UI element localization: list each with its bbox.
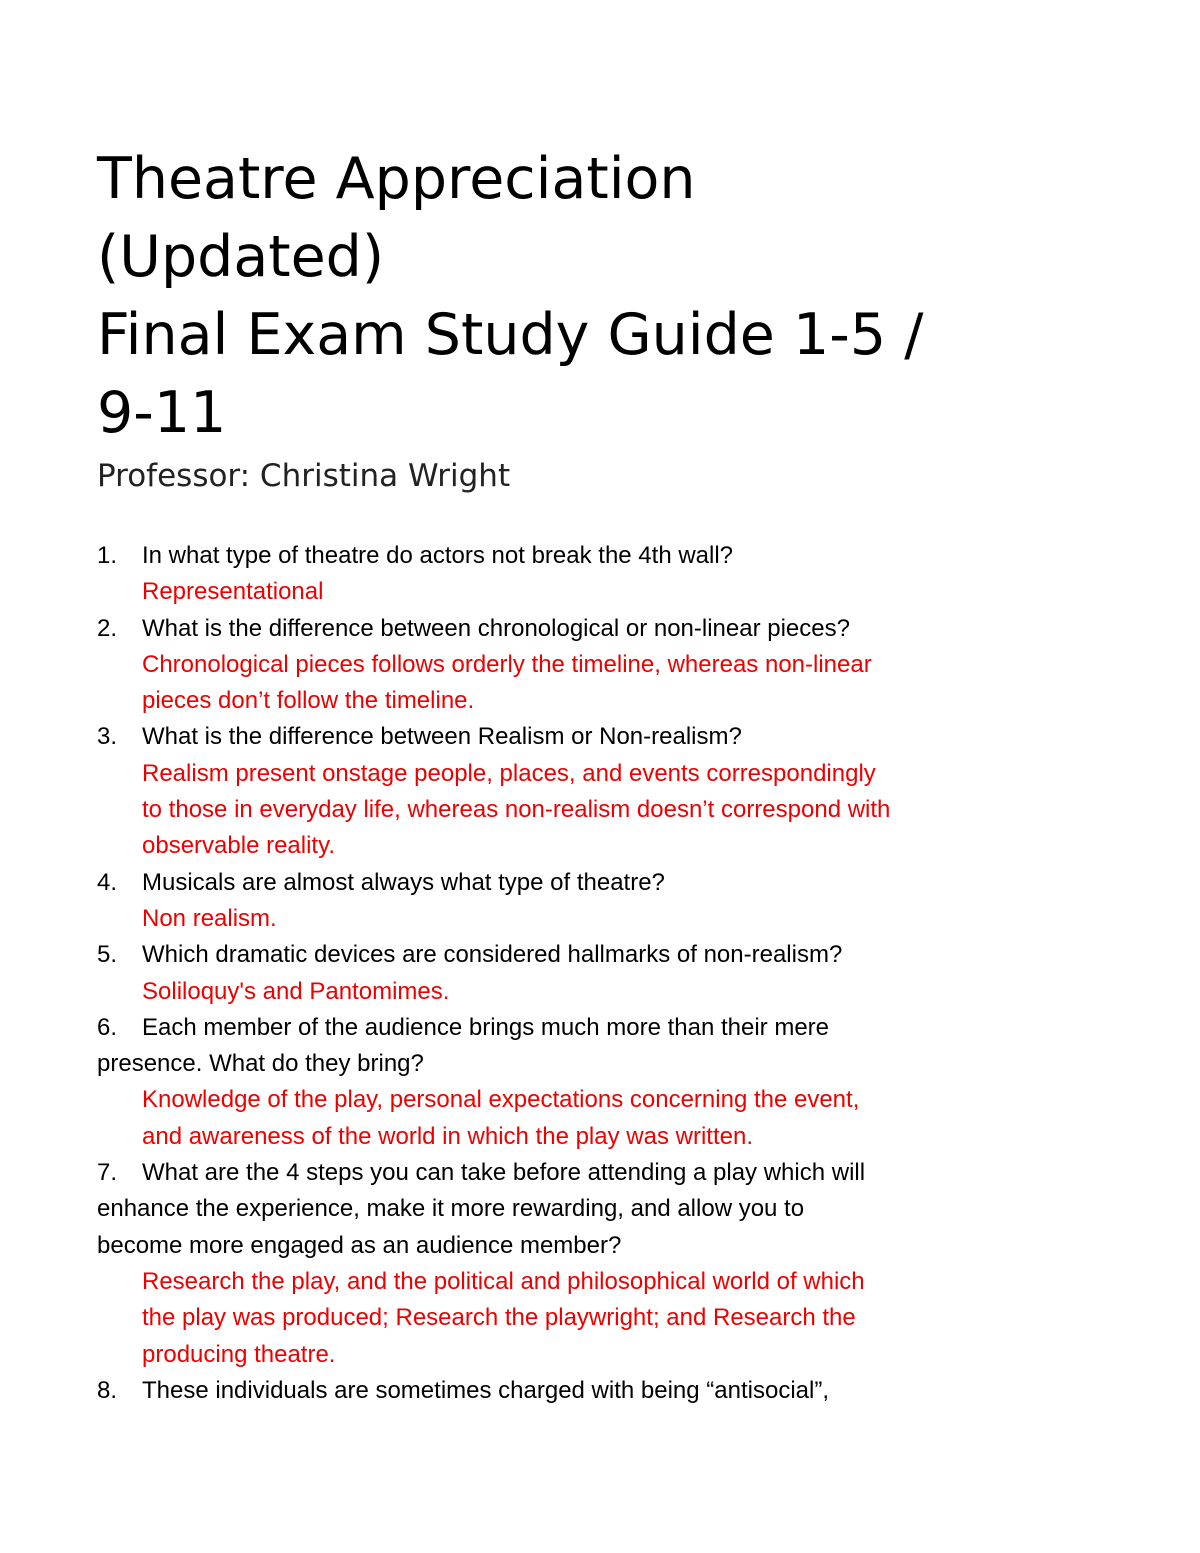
list-item	[0, 1155, 1200, 1191]
answer-text: the play was produced; Research the playwright; and Research the	[142, 1304, 856, 1332]
item-number: 5.	[97, 941, 118, 969]
question-continuation	[0, 1228, 1200, 1264]
answer-line	[0, 974, 1200, 1010]
answer-text: Realism present onstage people, places, and events correspondingly	[142, 759, 876, 787]
answer-text: Representational	[142, 578, 324, 606]
answer-line	[0, 647, 1200, 683]
item-number: 6.	[97, 1013, 118, 1041]
list-item	[0, 719, 1200, 755]
question-list	[0, 538, 1200, 1409]
question-continuation	[0, 1046, 1200, 1082]
item-number: 1.	[97, 542, 118, 569]
question-text: What are the 4 steps you can take before attending a play which will	[142, 1159, 866, 1187]
answer-text: Knowledge of the play, personal expectations concerning the event,	[142, 1086, 860, 1114]
answer-line	[0, 828, 1200, 864]
answer-text: Chronological pieces follows orderly the timeline, whereas non-linear	[142, 650, 872, 678]
list-item	[0, 865, 1200, 901]
answer-line	[0, 1119, 1200, 1155]
answer-text: to those in everyday life, whereas non-realism doesn’t correspond with	[142, 796, 891, 824]
question-text: Musicals are almost always what type of theatre?	[142, 868, 665, 896]
item-number: 2.	[97, 614, 118, 642]
answer-text: observable reality.	[142, 832, 335, 860]
item-number: 7.	[97, 1159, 118, 1187]
list-item	[0, 1373, 1200, 1409]
answer-text: Research the play, and the political and philosophical world of which	[142, 1267, 865, 1295]
answer-line	[0, 756, 1200, 792]
item-number: 8.	[97, 1376, 118, 1404]
answer-text: producing theatre.	[142, 1340, 336, 1368]
question-text: In what type of theatre do actors not break the 4th wall?	[142, 542, 734, 569]
list-item	[0, 538, 1200, 574]
answer-text: and awareness of the world in which the play was written.	[142, 1122, 753, 1150]
list-item	[0, 611, 1200, 647]
answer-line	[0, 1082, 1200, 1118]
item-number: 3.	[97, 723, 118, 751]
question-text: presence. What do they bring?	[97, 1050, 424, 1078]
answer-line	[0, 1300, 1200, 1336]
answer-line	[0, 1337, 1200, 1373]
question-text: What is the difference between Realism or Non-realism?	[142, 723, 742, 751]
title-line: 9-11	[97, 380, 227, 446]
question-text: Which dramatic devices are considered hallmarks of non-realism?	[142, 941, 843, 969]
question-continuation	[0, 1191, 1200, 1227]
question-text: enhance the experience, make it more rewarding, and allow you to	[97, 1195, 805, 1223]
title-line: Theatre Appreciation	[97, 146, 696, 212]
answer-text: pieces don’t follow the timeline.	[142, 687, 475, 715]
item-number: 4.	[97, 868, 118, 896]
answer-line	[0, 792, 1200, 828]
question-text: Each member of the audience brings much more than their mere	[142, 1013, 830, 1041]
question-text: become more engaged as an audience member?	[97, 1231, 622, 1259]
document-title	[97, 140, 1057, 452]
question-text: These individuals are sometimes charged with being “antisocial”,	[142, 1376, 829, 1404]
answer-text: Non realism.	[142, 904, 277, 932]
title-line: Final Exam Study Guide 1-5 /	[97, 302, 924, 368]
question-text: What is the difference between chronological or non-linear pieces?	[142, 614, 850, 642]
answer-text: Soliloquy's and Pantomimes.	[142, 977, 450, 1005]
answer-line	[0, 574, 1200, 610]
professor-name: Professor: Christina Wright	[97, 458, 511, 494]
list-item	[0, 937, 1200, 973]
answer-line	[0, 1264, 1200, 1300]
answer-line	[0, 901, 1200, 937]
title-line: (Updated)	[97, 224, 385, 290]
answer-line	[0, 683, 1200, 719]
list-item	[0, 1010, 1200, 1046]
